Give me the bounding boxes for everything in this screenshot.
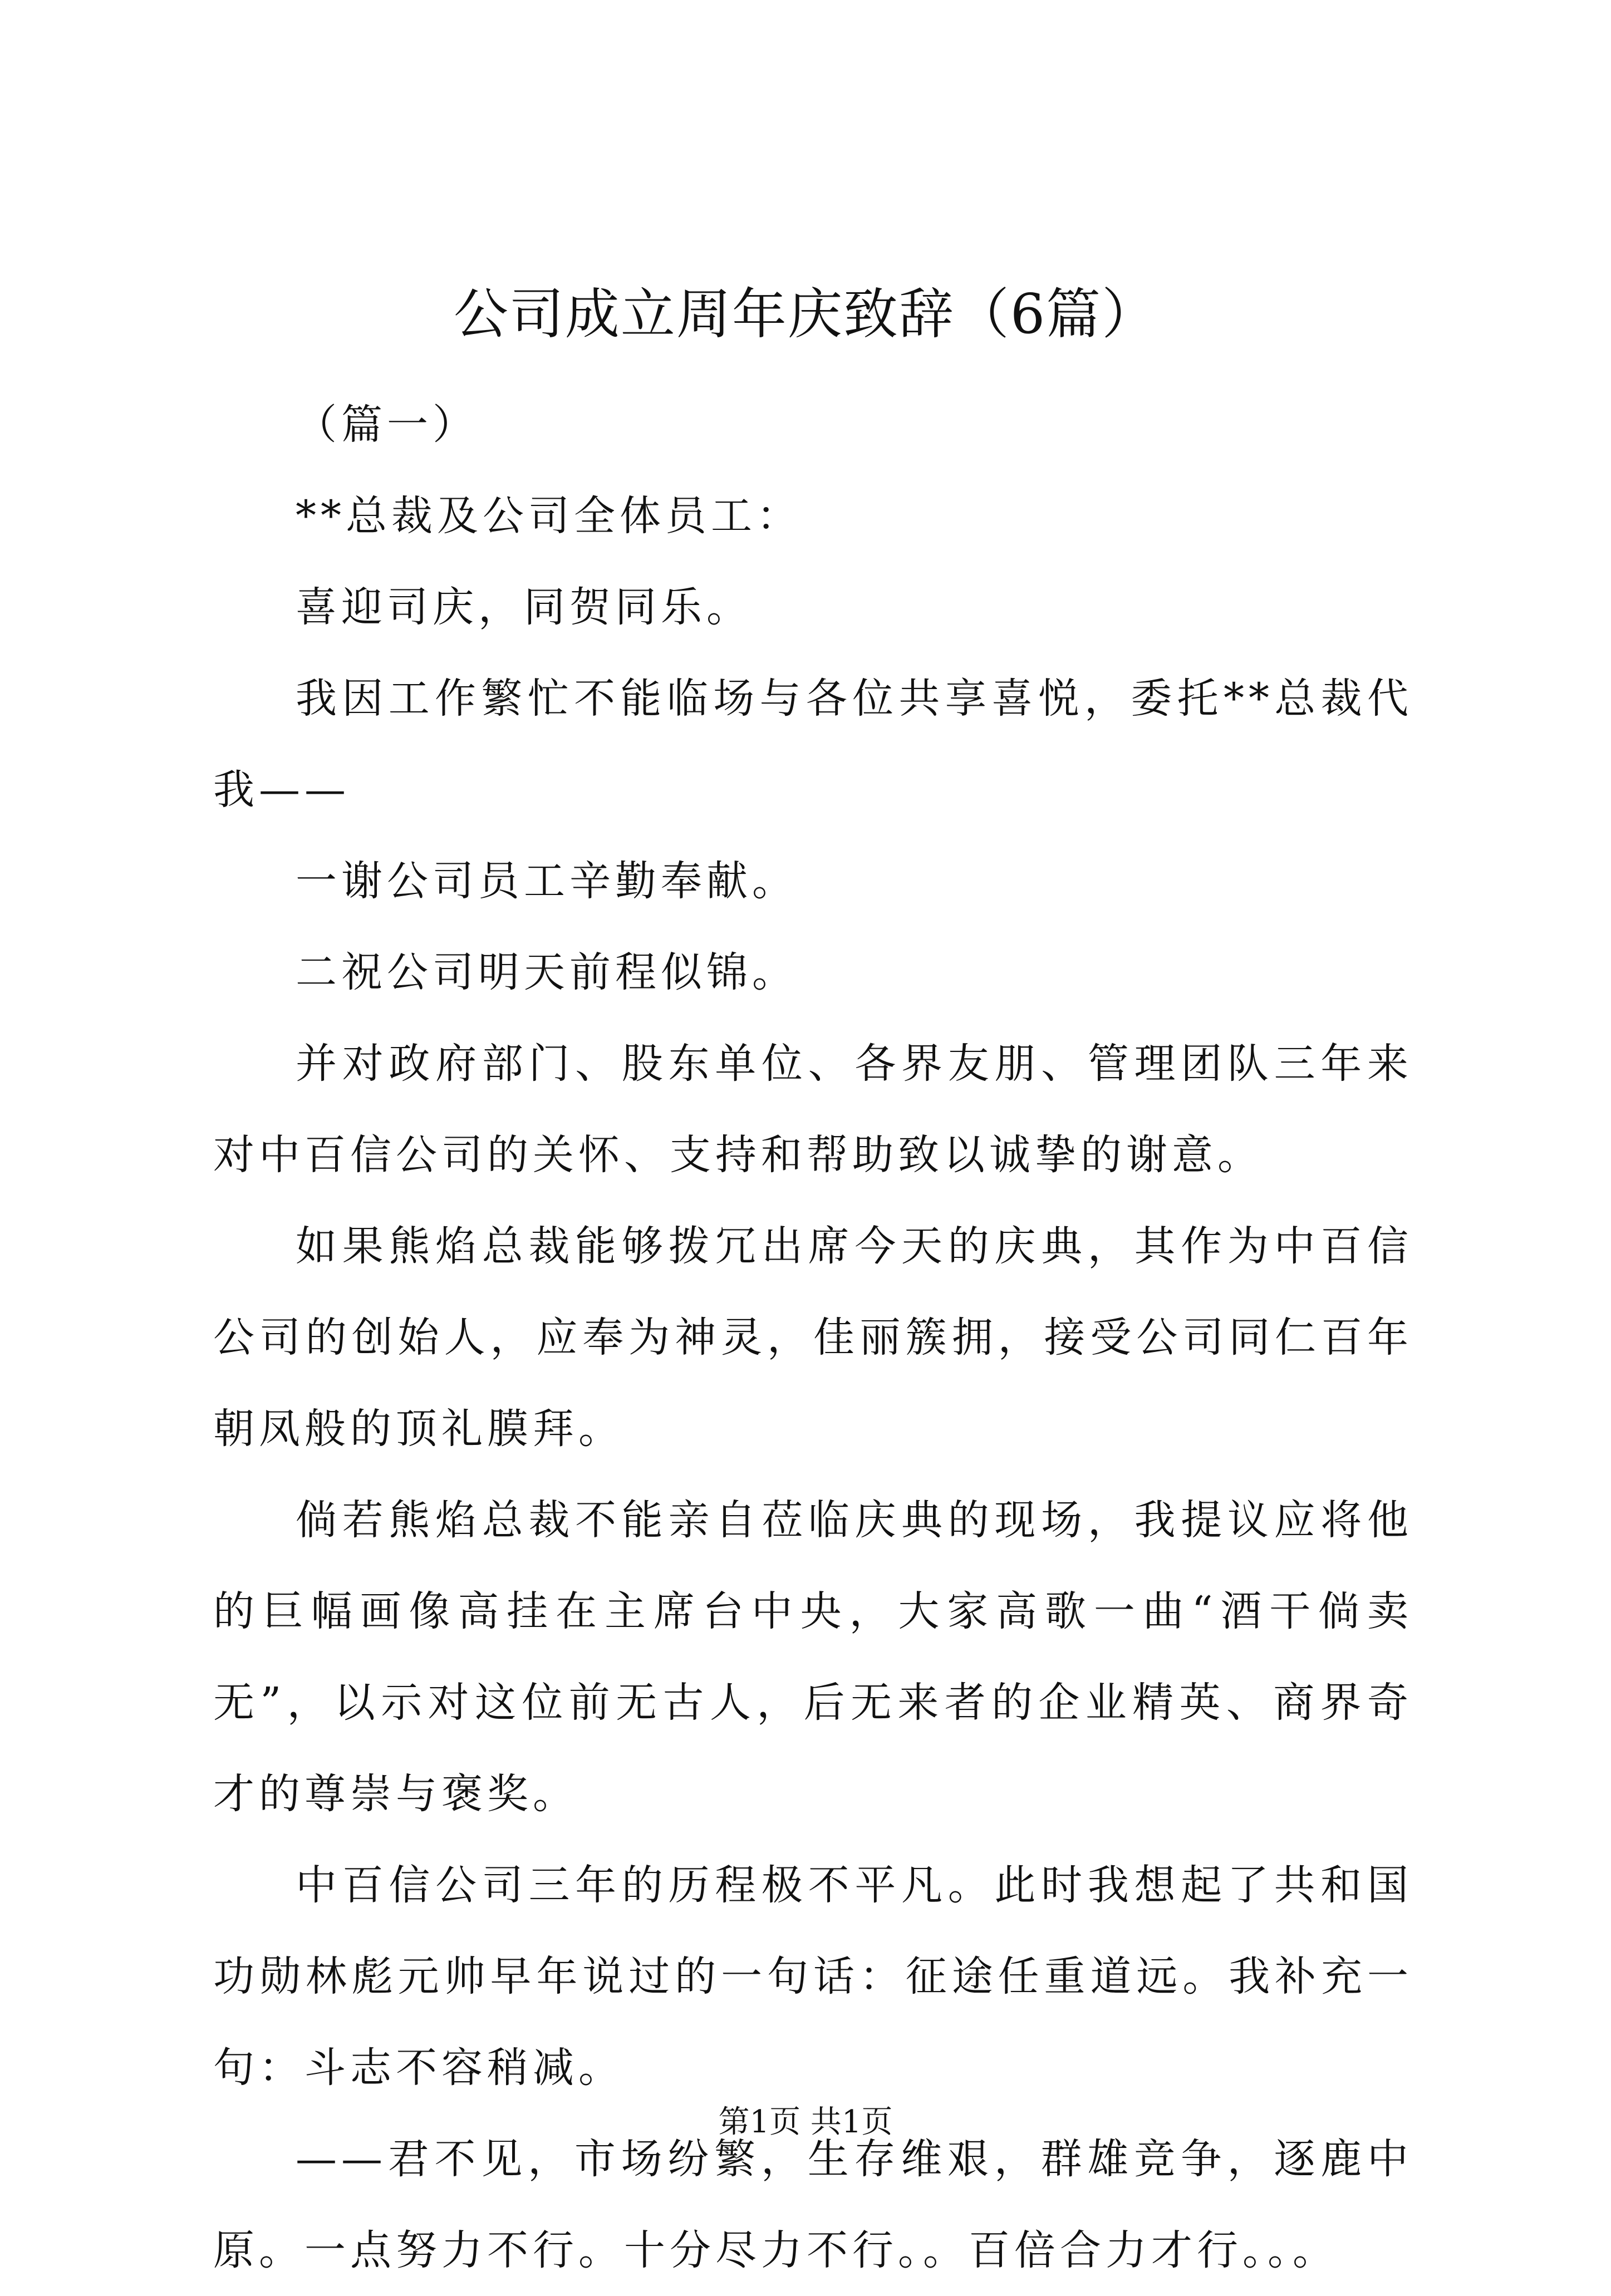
section-heading: （篇一） xyxy=(296,401,478,449)
paragraph: 并对政府部门、股东单位、各界友朋、管理团队三年来对中百信公司的关怀、支持和帮助致以诚挚的谢意。 xyxy=(213,1040,1413,1179)
paragraph: 我因工作繁忙不能临场与各位共享喜悦，委托**总裁代我—— xyxy=(213,675,1413,814)
paragraph: 中百信公司三年的历程极不平凡。此时我想起了共和国功勋林彪元帅早年说过的一句话：征途任重道远。我补充一句：斗志不容稍减。 xyxy=(213,1861,1413,2092)
document-body xyxy=(213,379,1413,2296)
salutation: **总裁及公司全体员工： xyxy=(296,492,802,540)
paragraph: 如果熊焰总裁能够拨冗出席今天的庆典，其作为中百信公司的创始人，应奉为神灵，佳丽簇拥，接受公司同仁百年朝凤般的顶礼膜拜。 xyxy=(213,1222,1413,1453)
paragraph: 喜迎司庆，同贺同乐。 xyxy=(296,583,752,631)
paragraph: 一谢公司员工辛勤奉献。 xyxy=(296,857,798,905)
page-footer: 第1页 共1页 xyxy=(718,2104,893,2140)
paragraph: 二祝公司明天前程似锦。 xyxy=(296,948,798,996)
paragraph: ——君不见，市场纷繁，生存维艰，群雄竞争，逐鹿中原。一点努力不行。十分尽力不行。。百倍合力才行。。。 xyxy=(213,2135,1413,2274)
document-title: 公司成立周年庆致辞（6篇） xyxy=(453,283,1158,346)
paragraph: 倘若熊焰总裁不能亲自莅临庆典的现场，我提议应将他的巨幅画像高挂在主席台中央，大家高歌一曲“酒干倘卖无”，以示对这位前无古人，后无来者的企业精英、商界奇才的尊崇与褒奖。 xyxy=(213,1496,1413,1818)
